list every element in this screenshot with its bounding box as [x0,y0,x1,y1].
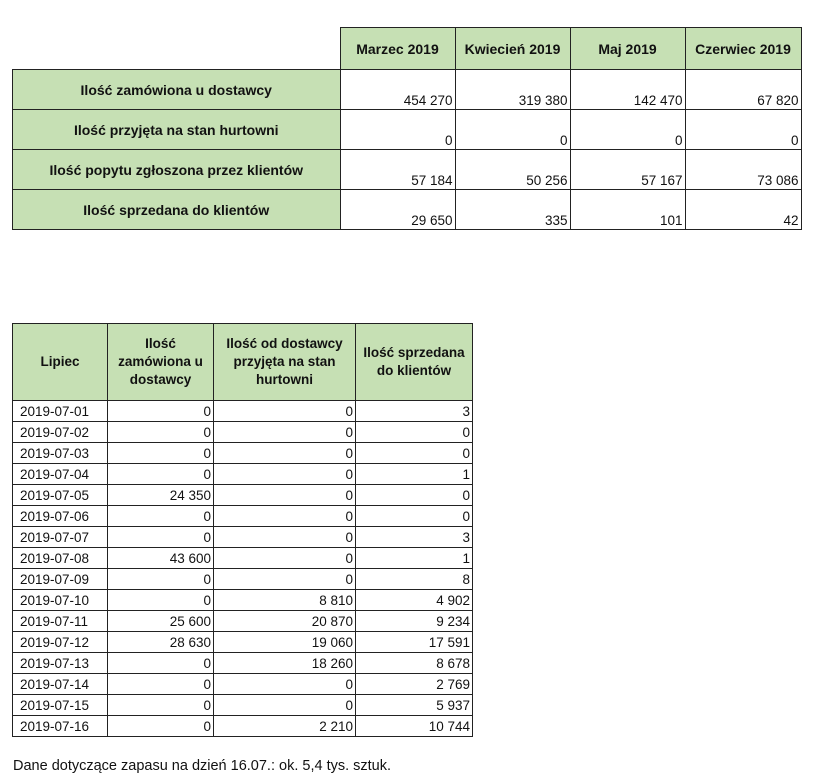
sold-cell: 0 [356,443,473,464]
row-label: Ilość zamówiona u dostawcy [13,70,341,110]
sold-cell: 9 234 [356,611,473,632]
ordered-cell: 25 600 [108,611,214,632]
received-cell: 0 [214,443,356,464]
summary-value: 0 [570,110,685,150]
summary-value: 57 167 [570,150,685,190]
table-row [13,485,473,506]
ordered-cell: 0 [108,422,214,443]
ordered-cell: 0 [108,716,214,737]
ordered-cell: 0 [108,569,214,590]
summary-value: 0 [685,110,801,150]
date-cell: 2019-07-06 [13,506,108,527]
table-row [13,569,473,590]
sold-cell: 0 [356,422,473,443]
sold-cell: 3 [356,527,473,548]
ordered-cell: 0 [108,464,214,485]
column-header-sold: Ilość sprzedana do klientów [356,324,473,401]
summary-value: 42 [685,190,801,230]
sold-cell: 8 [356,569,473,590]
table-row [13,443,473,464]
table-row [13,611,473,632]
summary-row [13,150,802,190]
sold-cell: 5 937 [356,695,473,716]
received-cell: 19 060 [214,632,356,653]
sold-cell: 1 [356,464,473,485]
summary-value: 335 [455,190,570,230]
date-cell: 2019-07-07 [13,527,108,548]
summary-value: 101 [570,190,685,230]
row-label: Ilość sprzedana do klientów [13,190,341,230]
date-cell: 2019-07-16 [13,716,108,737]
date-cell: 2019-07-03 [13,443,108,464]
ordered-cell: 0 [108,506,214,527]
date-cell: 2019-07-04 [13,464,108,485]
summary-value: 142 470 [570,70,685,110]
summary-value: 29 650 [340,190,455,230]
date-cell: 2019-07-09 [13,569,108,590]
summary-row [13,70,802,110]
column-header-received: Ilość od dostawcy przyjęta na stan hurtowni [214,324,356,401]
received-cell: 0 [214,506,356,527]
date-cell: 2019-07-11 [13,611,108,632]
table-row [13,674,473,695]
received-cell: 0 [214,569,356,590]
received-cell: 0 [214,527,356,548]
date-cell: 2019-07-14 [13,674,108,695]
table-row [13,695,473,716]
summary-row [13,190,802,230]
date-cell: 2019-07-12 [13,632,108,653]
monthly-summary-table [12,27,802,230]
table-row [13,548,473,569]
summary-value: 67 820 [685,70,801,110]
summary-row [13,110,802,150]
received-cell: 0 [214,548,356,569]
sold-cell: 10 744 [356,716,473,737]
column-header-date: Lipiec [13,324,108,401]
sold-cell: 2 769 [356,674,473,695]
received-cell: 2 210 [214,716,356,737]
table-row [13,632,473,653]
corner-cell [13,28,341,70]
date-cell: 2019-07-01 [13,401,108,422]
table-row [13,653,473,674]
summary-value: 57 184 [340,150,455,190]
month-header: Kwiecień 2019 [455,28,570,70]
sold-cell: 17 591 [356,632,473,653]
date-cell: 2019-07-08 [13,548,108,569]
summary-value: 0 [455,110,570,150]
month-header: Marzec 2019 [340,28,455,70]
received-cell: 18 260 [214,653,356,674]
received-cell: 0 [214,401,356,422]
sold-cell: 8 678 [356,653,473,674]
month-header: Czerwiec 2019 [685,28,801,70]
date-cell: 2019-07-13 [13,653,108,674]
received-cell: 20 870 [214,611,356,632]
received-cell: 0 [214,485,356,506]
ordered-cell: 0 [108,443,214,464]
received-cell: 0 [214,695,356,716]
ordered-cell: 28 630 [108,632,214,653]
received-cell: 0 [214,674,356,695]
table-row [13,527,473,548]
ordered-cell: 43 600 [108,548,214,569]
summary-value: 319 380 [455,70,570,110]
received-cell: 0 [214,464,356,485]
ordered-cell: 24 350 [108,485,214,506]
row-label: Ilość popytu zgłoszona przez klientów [13,150,341,190]
stock-note: Dane dotyczące zapasu na dzień 16.07.: ok. 5,4 tys. sztuk. [13,758,392,774]
sold-cell: 0 [356,506,473,527]
date-cell: 2019-07-02 [13,422,108,443]
table-row [13,401,473,422]
date-cell: 2019-07-15 [13,695,108,716]
daily-july-table [12,323,473,737]
table-row [13,506,473,527]
summary-value: 0 [340,110,455,150]
date-cell: 2019-07-05 [13,485,108,506]
ordered-cell: 0 [108,674,214,695]
ordered-cell: 0 [108,653,214,674]
daily-table-body [13,401,473,737]
table-row [13,464,473,485]
column-header-ordered: Ilość zamówiona u dostawcy [108,324,214,401]
summary-value: 454 270 [340,70,455,110]
received-cell: 0 [214,422,356,443]
ordered-cell: 0 [108,695,214,716]
ordered-cell: 0 [108,590,214,611]
row-label: Ilość przyjęta na stan hurtowni [13,110,341,150]
received-cell: 8 810 [214,590,356,611]
sold-cell: 0 [356,485,473,506]
sold-cell: 3 [356,401,473,422]
month-header: Maj 2019 [570,28,685,70]
table-row [13,590,473,611]
table-row [13,716,473,737]
summary-value: 73 086 [685,150,801,190]
sold-cell: 1 [356,548,473,569]
ordered-cell: 0 [108,527,214,548]
summary-value: 50 256 [455,150,570,190]
sold-cell: 4 902 [356,590,473,611]
ordered-cell: 0 [108,401,214,422]
table-row [13,422,473,443]
date-cell: 2019-07-10 [13,590,108,611]
